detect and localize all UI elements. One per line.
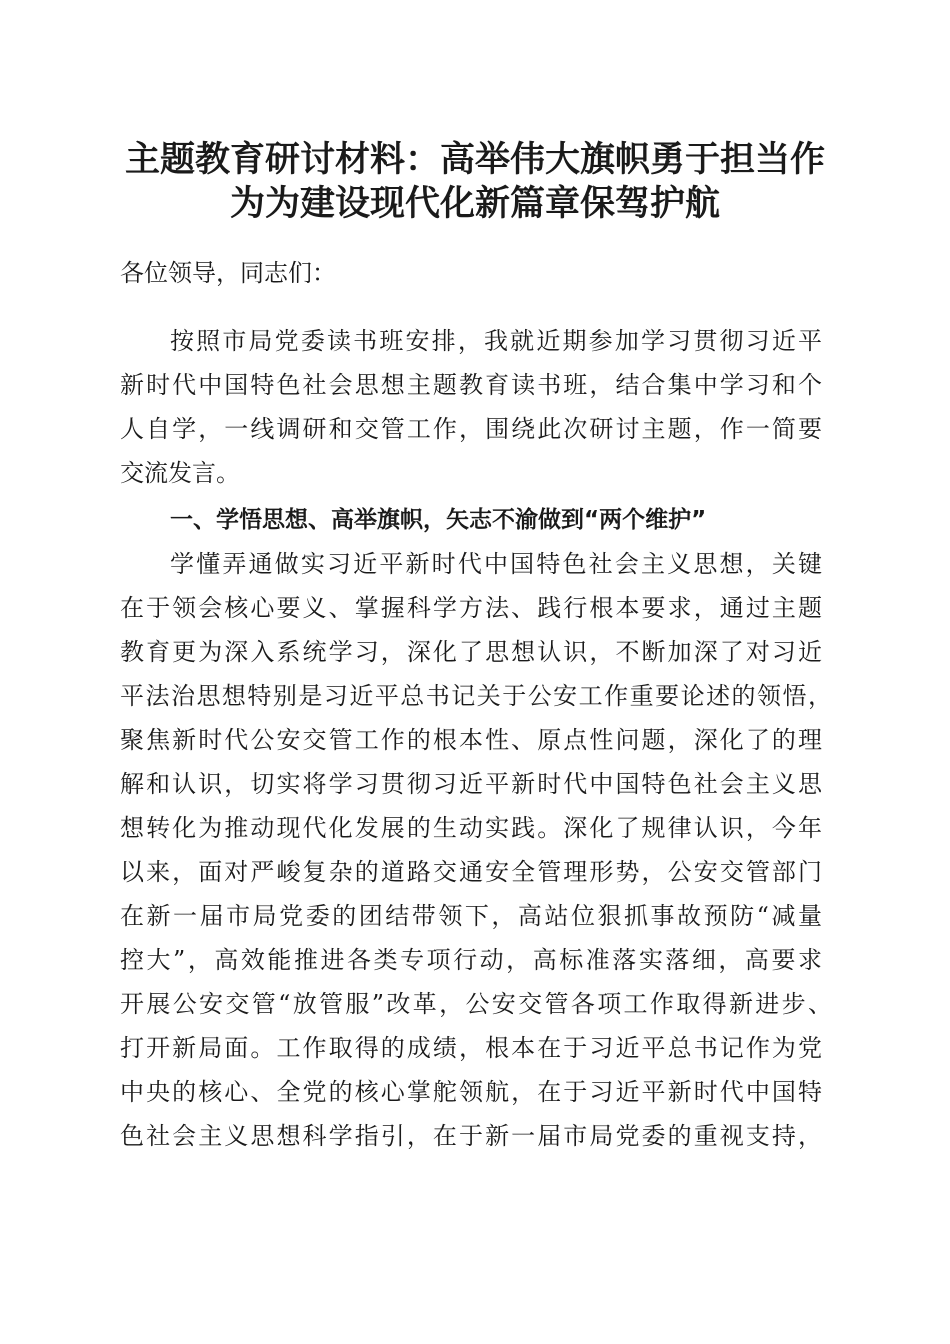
paragraph-2-line: 色社会主义思想科学指引，在于新一届市局党委的重视支持， <box>120 1122 822 1150</box>
section-heading: 一、学悟思想、高举旗帜，矢志不渝做到“两个维护” <box>170 507 707 533</box>
paragraph-2-line: 在新一届市局党委的团结带领下，高站位狠抓事故预防“减量 <box>120 902 822 930</box>
paragraph-1-line: 人自学，一线调研和交管工作，围绕此次研讨主题，作一简要 <box>120 415 822 443</box>
paragraph-1-line: 交流发言。 <box>120 459 240 487</box>
paragraph-2-line: 想转化为推动现代化发展的生动实践。深化了规律认识，今年 <box>120 814 822 842</box>
paragraph-2-line: 解和认识，切实将学习贯彻习近平新时代中国特色社会主义思 <box>120 770 822 798</box>
paragraph-2-line: 聚焦新时代公安交管工作的根本性、原点性问题，深化了的理 <box>120 726 822 754</box>
paragraph-2-line: 打开新局面。工作取得的成绩，根本在于习近平总书记作为党 <box>120 1034 822 1062</box>
paragraph-2-line: 平法治思想特别是习近平总书记关于公安工作重要论述的领悟， <box>120 682 832 710</box>
document-title-line-1: 主题教育研讨材料：高举伟大旗帜勇于担当作 <box>124 139 825 180</box>
paragraph-2-line: 中央的核心、全党的核心掌舵领航，在于习近平新时代中国特 <box>120 1078 822 1106</box>
paragraph-2-line: 控大”，高效能推进各类专项行动，高标准落实落细，高要求 <box>120 946 822 974</box>
paragraph-2-line: 在于领会核心要义、掌握科学方法、践行根本要求，通过主题 <box>120 594 822 622</box>
paragraph-1-line: 按照市局党委读书班安排，我就近期参加学习贯彻习近平 <box>170 327 822 355</box>
paragraph-2-line: 学懂弄通做实习近平新时代中国特色社会主义思想，关键 <box>170 550 822 578</box>
document-title-line-2: 为为建设现代化新篇章保驾护航 <box>229 183 720 224</box>
paragraph-2-line: 教育更为深入系统学习，深化了思想认识，不断加深了对习近 <box>120 638 822 666</box>
paragraph-1-line: 新时代中国特色社会思想主题教育读书班，结合集中学习和个 <box>120 371 822 399</box>
paragraph-2-line: 以来，面对严峻复杂的道路交通安全管理形势，公安交管部门 <box>120 858 822 886</box>
paragraph-2-line: 开展公安交管“放管服”改革，公安交管各项工作取得新进步、 <box>120 990 832 1018</box>
salutation: 各位领导，同志们： <box>120 259 336 287</box>
